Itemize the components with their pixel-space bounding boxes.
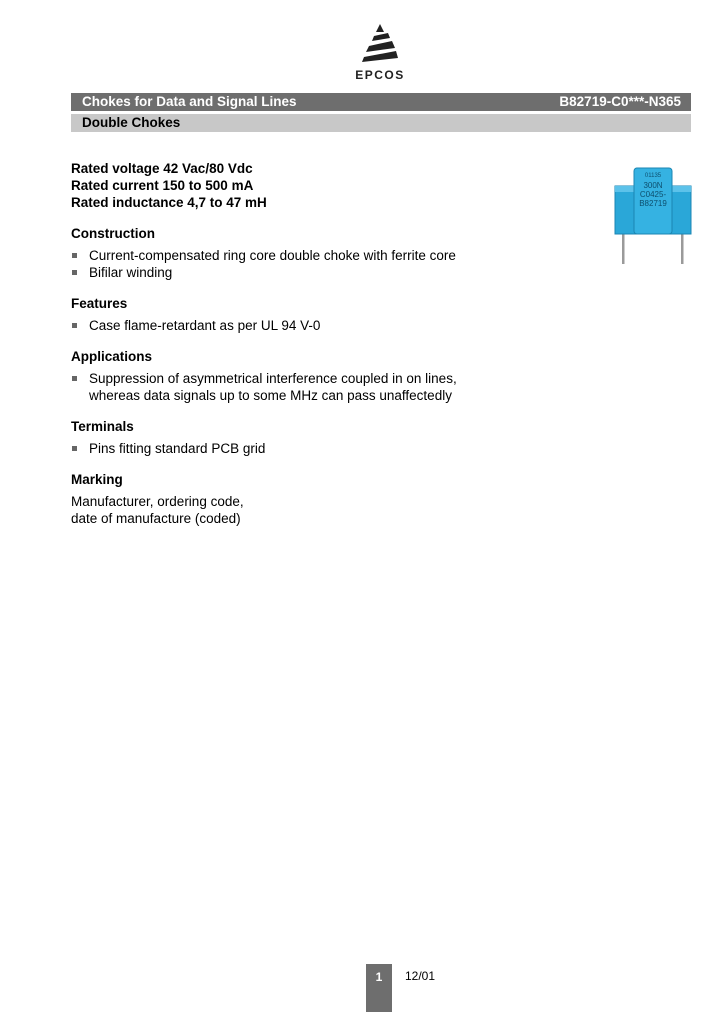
features-heading: Features [71,296,128,311]
list-item: Suppression of asymmetrical interference coupled in on lines, whereas data signals up to some MHz can pass unaffectedly [71,370,551,404]
choke-component-image [612,166,694,268]
subtitle: Double Chokes [82,115,181,130]
list-item: Pins fitting standard PCB grid [71,440,551,457]
photo-label: 01135 [644,173,662,179]
rated-voltage: Rated voltage 42 Vac/80 Vdc [71,161,253,176]
rated-current: Rated current 150 to 500 mA [71,178,254,193]
construction-section [71,225,551,281]
photo-label: C0425- [639,190,667,199]
marking-section [71,471,551,527]
rated-inductance: Rated inductance 4,7 to 47 mH [71,195,267,210]
epcos-logo [346,22,414,84]
list-item: Current-compensated ring core double choke with ferrite core [71,247,551,264]
main-content [71,160,551,527]
photo-label: B82719 [639,199,667,208]
marking-text: Manufacturer, ordering code, date of manufacture (coded) [71,494,244,526]
list-item: Case flame-retardant as per UL 94 V-0 [71,317,551,334]
subtitle-bar [71,114,691,132]
epcos-triangle-icon [362,22,398,66]
bullet-icon [72,253,77,258]
ratings-block [71,160,551,211]
photo-label: 300N [643,181,663,190]
applications-heading: Applications [71,349,153,364]
construction-heading: Construction [71,226,155,241]
bullet-icon [72,376,77,381]
part-number: B82719-C0***-N365 [559,94,681,109]
page-number: 1 [366,964,392,1012]
bullet-icon [72,446,77,451]
issue-date: 12/01 [405,969,436,983]
terminals-heading: Terminals [71,419,134,434]
logo-text: EPCOS [355,68,405,82]
features-section [71,295,551,334]
terminals-section [71,418,551,457]
applications-section [71,348,551,404]
marking-heading: Marking [71,472,123,487]
bullet-icon [72,270,77,275]
bullet-icon [72,323,77,328]
header-bar [71,93,691,111]
product-photo [612,166,694,268]
list-item: Bifilar winding [71,264,551,281]
category-title: Chokes for Data and Signal Lines [82,94,297,109]
